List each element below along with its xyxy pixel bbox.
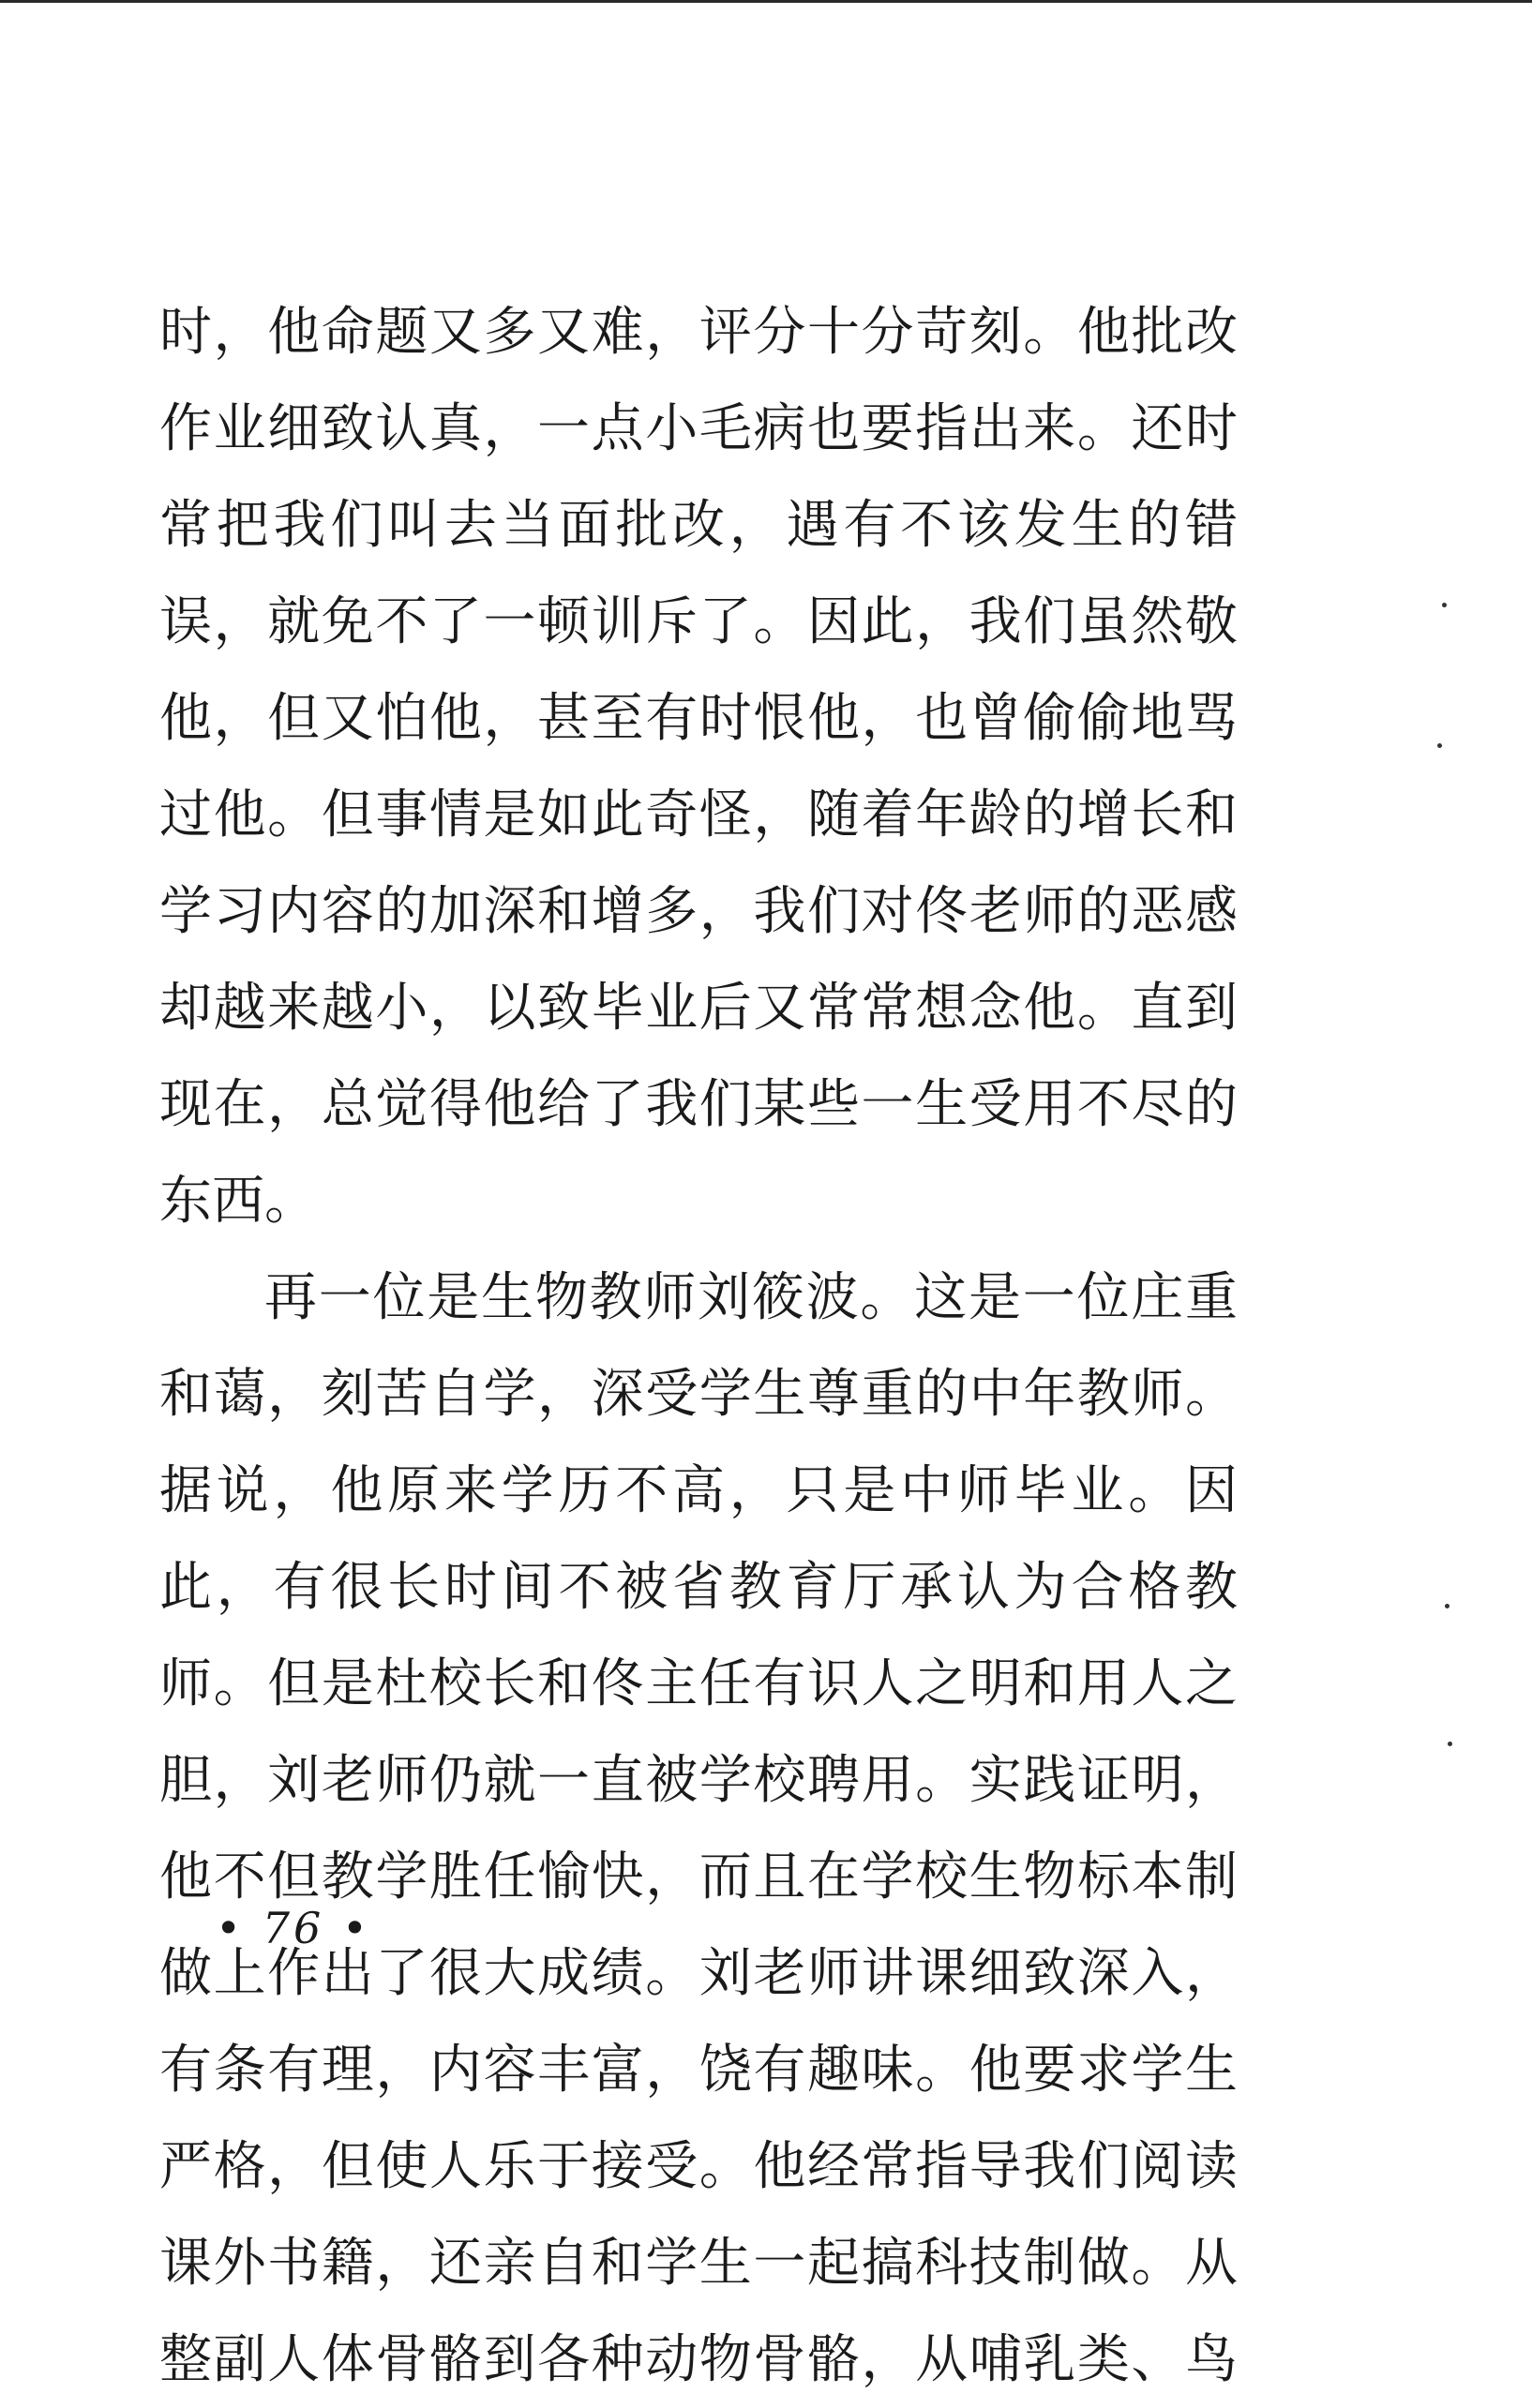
text-line: 误，就免不了一顿训斥了。因此，我们虽然敬 [159, 591, 1238, 652]
text-line: 胆，刘老师仍就一直被学校聘用。实践证明， [159, 1750, 1238, 1811]
text-line: 作业细致认真，一点小毛病也要指出来。还时 [159, 398, 1238, 459]
text-line: 整副人体骨骼到各种动物骨骼，从哺乳类、鸟 [159, 2329, 1238, 2390]
scan-speck [1445, 1604, 1449, 1608]
text-line: 学习内容的加深和增多，我们对佟老师的恶感 [159, 881, 1238, 942]
text-line: 师。但是杜校长和佟主任有识人之明和用人之 [159, 1653, 1238, 1714]
text-line: 此，有很长时间不被省教育厅承认为合格教 [159, 1557, 1238, 1618]
body-text [159, 284, 1238, 2408]
text-line: 却越来越小，以致毕业后又常常想念他。直到 [159, 978, 1238, 1039]
scan-speck [1442, 603, 1447, 607]
text-line: 他不但教学胜任愉快，而且在学校生物标本制 [159, 1847, 1238, 1907]
top-border-rule [0, 0, 1532, 3]
text-line: 做上作出了很大成绩。刘老师讲课细致深入， [159, 1943, 1238, 2004]
text-line: 和蔼，刻苦自学，深受学生尊重的中年教师。 [159, 1364, 1238, 1425]
paragraph-start-line: 再一位是生物教师刘筱波。这是一位庄重 [264, 1267, 1238, 1328]
text-line: 现在，总觉得他给了我们某些一生受用不尽的 [159, 1074, 1238, 1135]
text-line: 时，他命题又多又难，评分十分苛刻。他批改 [159, 302, 1238, 363]
paragraph-end-line: 东西。 [159, 1171, 317, 1232]
text-line: 常把我们叫去当面批改，遇有不该发生的错 [159, 495, 1238, 556]
scan-speck [1448, 1742, 1452, 1746]
text-line: 据说，他原来学历不高，只是中师毕业。因 [159, 1460, 1238, 1521]
text-line: 过他。但事情是如此奇怪，随着年龄的增长和 [159, 785, 1238, 845]
page-number: • 76 • [216, 1903, 372, 1953]
text-line: 严格，但使人乐于接受。他经常指导我们阅读 [159, 2136, 1238, 2197]
text-line: 他，但又怕他，甚至有时恨他，也曾偷偷地骂 [159, 688, 1238, 749]
text-line: 课外书籍，还亲自和学生一起搞科技制做。从 [159, 2233, 1238, 2294]
text-line: 有条有理，内容丰富，饶有趣味。他要求学生 [159, 2040, 1238, 2101]
scan-speck [1437, 743, 1442, 748]
